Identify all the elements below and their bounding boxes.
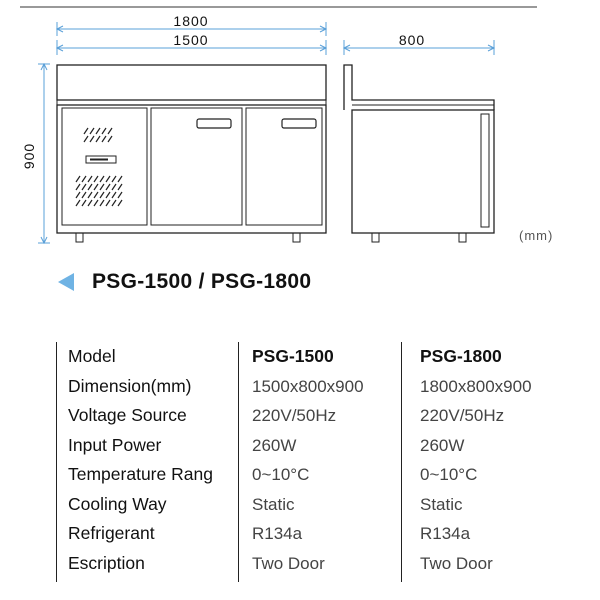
- dim-900-label: 900: [21, 142, 37, 170]
- table-row: [56, 519, 586, 549]
- row-value-a: 0~10°C: [252, 465, 310, 484]
- side-view: [344, 65, 494, 242]
- table-row: [56, 490, 586, 520]
- front-view: [57, 65, 326, 242]
- row-label: Temperature Rang: [68, 464, 213, 484]
- dim-900: [38, 64, 50, 243]
- header-model-a: PSG-1500: [252, 346, 334, 366]
- row-value-b: 1800x800x900: [420, 376, 532, 396]
- row-value-a: R134a: [252, 524, 303, 543]
- foot: [76, 233, 83, 242]
- row-value-b: R134a: [420, 524, 471, 543]
- vent-lower: [76, 176, 122, 206]
- foot: [459, 233, 466, 242]
- row-value-a: Two Door: [252, 553, 325, 573]
- row-label: Input Power: [68, 434, 162, 455]
- row-value-b: 260W: [420, 435, 465, 455]
- table-row: [56, 460, 586, 490]
- table-row: [56, 549, 586, 579]
- row-value-a: 260W: [252, 435, 297, 455]
- table-header-row: [56, 342, 586, 372]
- row-label: Dimension(mm): [68, 375, 192, 396]
- model-title-row: [58, 268, 311, 296]
- row-label: Escription: [68, 552, 145, 573]
- triangle-left-icon: [58, 273, 74, 291]
- table-row: [56, 401, 586, 431]
- row-value-b: 0~10°C: [420, 465, 478, 484]
- row-value-b: Two Door: [420, 553, 493, 573]
- header-label: Model: [68, 346, 116, 366]
- foot: [293, 233, 300, 242]
- row-label: Cooling Way: [68, 493, 167, 514]
- table-row: [56, 372, 586, 402]
- row-value-a: 1500x800x900: [252, 376, 364, 396]
- row-value-a: Static: [252, 494, 295, 514]
- row-value-a: 220V/50Hz: [252, 406, 337, 425]
- unit-label: (mm): [519, 228, 554, 243]
- technical-drawing: [0, 0, 600, 270]
- door-handle-right: [282, 119, 316, 128]
- row-value-b: 220V/50Hz: [420, 406, 505, 425]
- row-label: Voltage Source: [68, 405, 187, 425]
- spec-table: [56, 342, 586, 578]
- row-value-b: Static: [420, 494, 463, 514]
- door-handle-left: [197, 119, 231, 128]
- vent-upper: [84, 128, 112, 142]
- foot: [372, 233, 379, 242]
- dim-800-label: 800: [398, 32, 426, 48]
- model-title: PSG-1500 / PSG-1800: [92, 270, 312, 293]
- table-row: [56, 431, 586, 461]
- header-model-b: PSG-1800: [420, 346, 502, 366]
- dim-1800-label: 1800: [173, 13, 209, 29]
- row-label: Refrigerant: [68, 523, 155, 543]
- dim-1500-label: 1500: [173, 32, 209, 48]
